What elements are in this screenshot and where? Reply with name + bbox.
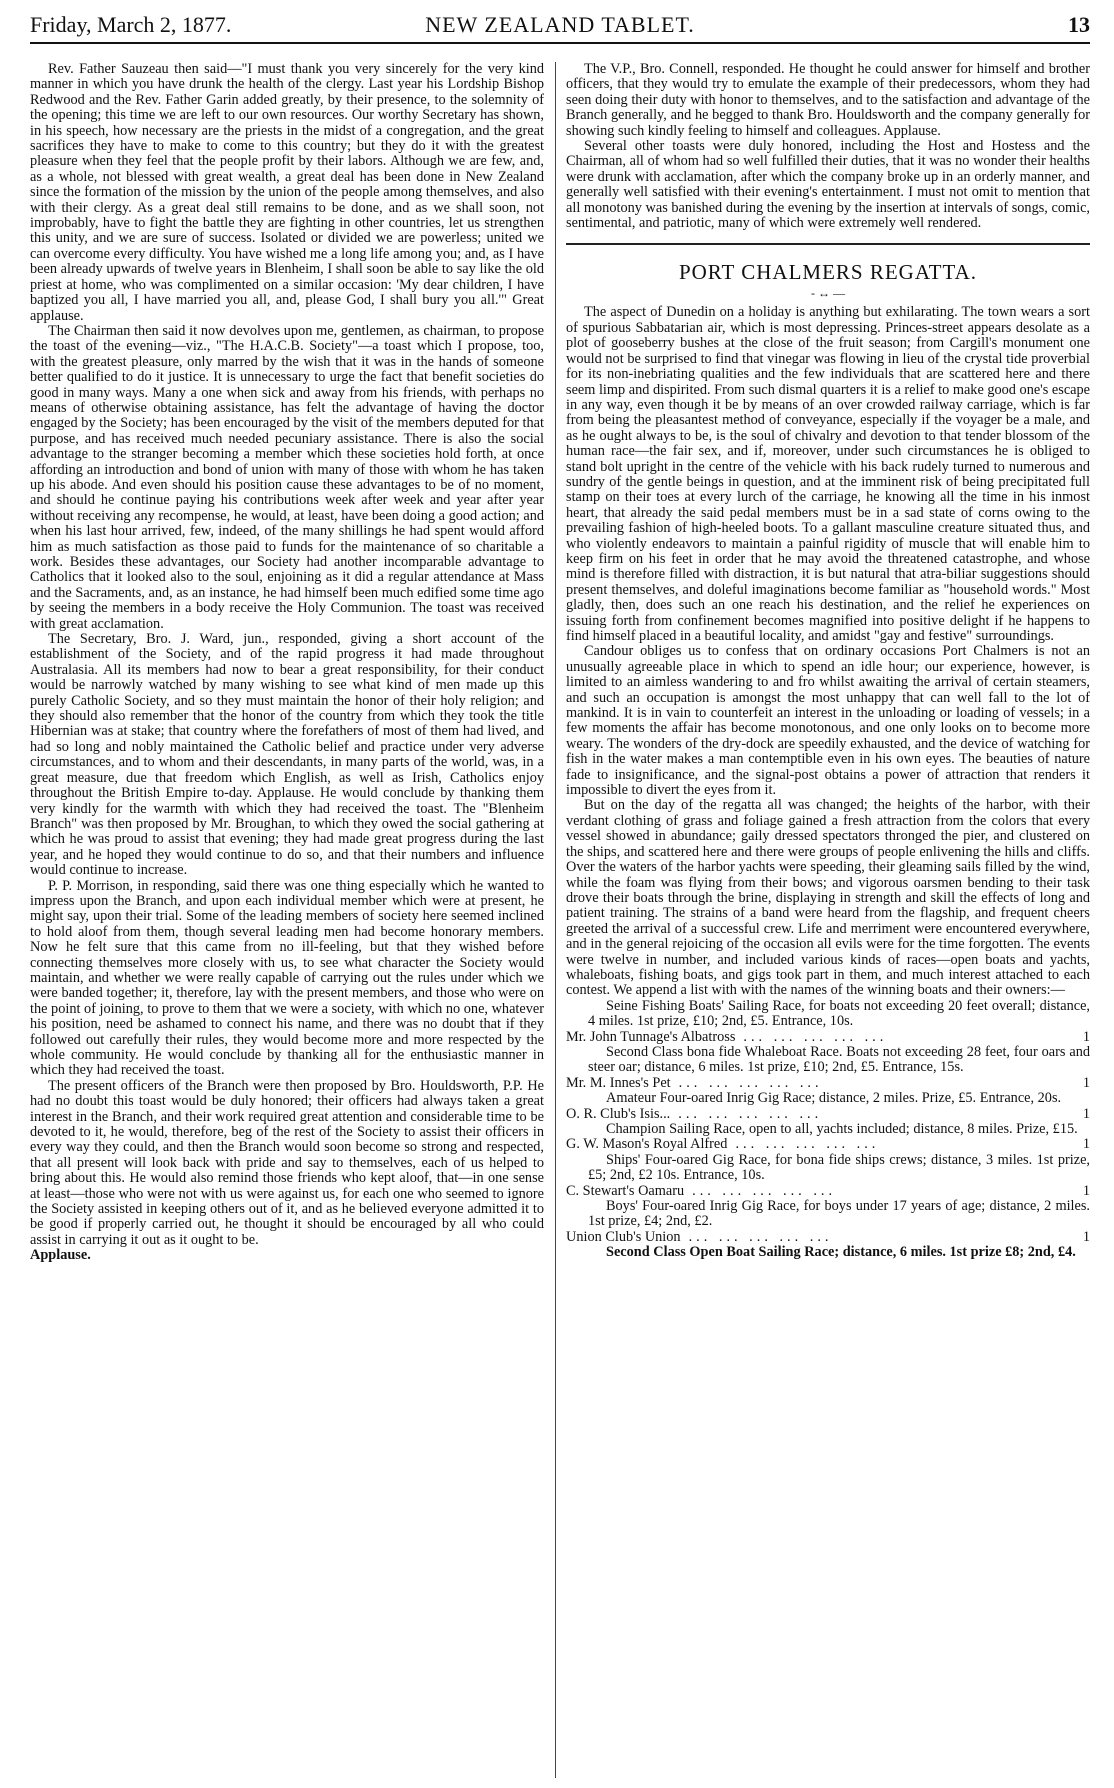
- publication-title: NEW ZEALAND TABLET.: [425, 12, 695, 37]
- article-end-rule: [566, 243, 1090, 245]
- article-paragraph: Rev. Father Sauzeau then said—"I must thank you very sincerely for the very kind manner in which you have drunk the health of the clergy. Last year his Lordship Bishop Redwood and the Rev. Father Garin added greatly, by their presence, to the solemnity of the opening; this time we are left to our own resources. Our worthy Secretary has shown, in his speech, how necessary are the priests in the midst of a congregation, and the great sacrifices they have to make to come to this country; but they do it with the greatest pleasure when they feel that the people profit by their labors. Although we are few, and, as a whole, not blessed with great wealth, a great deal has been done in New Zealand since the formation of the mission by the union of the people among themselves, and also with their clergy. As a great deal still remains to be done, and as we shall soon, not improbably, have to fight the battle they are fighting in other countries, let us strengthen this unity, and we are sure of success. Isolated or divided we are powerless; united we can overcome every difficulty. You have wished me a long life among you; and, as I have been already upwards of twelve years in Blenheim, I shall soon be able to say like the old priest at home, who was complimented on a similar occasion: 'My dear children, I have baptized you all, I have married you all, and, please God, I shall bury you all.'" Great applause.: [30, 62, 544, 324]
- winner-name: G. W. Mason's Royal Alfred: [566, 1136, 728, 1153]
- winner-place: 1: [1082, 1228, 1090, 1245]
- winner-place: 1: [1082, 1182, 1090, 1199]
- leader-dots: ... ... ... ... ...: [688, 1229, 833, 1245]
- article-paragraph: P. P. Morrison, in responding, said there was one thing especially which he wanted to impress upon the Branch, and upon each individual member which were at present, he might say, upon their trial. Some of the leading members of society here seemed inclined to hold aloof from them, though several leading men had become honorary members. Now he felt sure that this came from no ill-feeling, but that they wished before connecting themselves more closely with us, to see what character the Society would maintain, and whether we were really capable of carrying out the rules under which we were banded together; it, therefore, lay with the present members, and those who were on the point of joining, to prove to them that we were a society, with which no one, whatever his position, need be ashamed to connect his name, and there was no doubt that if they followed out carefully their rules, they would become more and more respected by the whole community. He would conclude by thanking all for the enthusiastic manner in which they had received the toast.: [30, 877, 544, 1079]
- final-race-description: Second Class Open Boat Sailing Race; distance, 6 miles. 1st prize £8; 2nd, £4.: [606, 1244, 1076, 1261]
- leader-dots: ... ... ... ... ...: [743, 1029, 888, 1045]
- left-column: [30, 62, 544, 1778]
- winner-place: 1: [1082, 1074, 1090, 1091]
- leader-dots: ... ... ... ... ...: [678, 1106, 823, 1122]
- regatta-paragraph: The aspect of Dunedin on a holiday is anything but exhilarating. The town wears a sort of spurious Sabbatarian air, which is most depressing. Princes-street appears desolate as a plot of gooseberry bushes at the close of the fruit season; from Cargill's monument one would not be surprised to find that vinegar was flowing in lieu of the crystal tide proverbial for its non-inebriating qualities and the few individuals that are scattered here and there seem limp and dispirited. From such dismal quarters it is a relief to make good one's escape in any way, even though it be by means of an over crowded railway carriage, which is far from being the pleasantest method of conveyance, especially if the voyager be a male, and as he ought always to be, is the soul of chivalry and devotion to that tender blossom of the human race—the fair sex, and if, moreover, under such circumstances he is obliged to stand bolt upright in the centre of the vehicle with his back rudely turned to numerous and sundry of the gentle beings in question, and at the imminent risk of being precipitated full stamp on their toes at every lurch of the carriage, he knowing all the time in his inmost heart, that already the said pedal members must be in a sad state of corns owing to the prevailing fashion of high-heeled boots. To a gallant masculine creature situated thus, and who violently endeavors to maintain a painful rigidity of muscle that will enable him to keep firm on his feet in order that he may avoid the threatened catastrophe, and whose mind is therefore filled with distraction, it is but natural that atra-biliar suggestions should present themselves, and doleful imaginations become familiar as "household words." Most gladly, then, does such an one reach his destination, and the relief he experiences on issuing forth from confinement becomes magnified into positive delight if he happens to find himself placed in a beautiful locality, and amidst "gay and festive" surroundings.: [566, 304, 1090, 644]
- race-winner: [566, 1230, 1090, 1245]
- race-winner: [566, 1184, 1090, 1199]
- winner-name: C. Stewart's Oamaru: [566, 1182, 685, 1199]
- column-divider: [555, 62, 556, 1778]
- winner-name: O. R. Club's Isis...: [566, 1105, 671, 1122]
- article-paragraph: The Chairman then said it now devolves upon me, gentlemen, as chairman, to propose the toast of the evening—viz., "The H.A.C.B. Society"—a toast which I propose, too, with the greatest pleasure, only marred by the wish that it was in the hands of someone better qualified to do it justice. It is unnecessary to urge the fact that benefit societies do good in many ways. Many a one when sick and away from his friends, with perhaps no means of otherwise obtaining assistance, has felt the advantage of having the doctor engaged by the Society; has been encouraged by the visit of the members deputed for that purpose, and has received much needed pecuniary assistance. There is also the social advantage to the stranger becoming a member which these societies hold forth, at once affording an introduction and bond of union with many of those with whom he has taken up his abode. And even should his position cause these advantages to be of no moment, and should he continue paying his contributions week after week and year after year without receiving any recompense, he would, at least, have been doing a good action; and when his last hour arrived, few, indeed, of the many shillings he had spent would afford him as much satisfaction as those paid to funds for the maintenance of so charitable a work. Besides these advantages, our Society had another incomparable advantage to Catholics that it looked also to the soul, enjoining as it did a regular attendance at Mass and the Sacraments, and, as an instance, he had himself been much edified some time ago by seeing the members in a body receive the Holy Communion. The toast was received with great acclamation.: [30, 322, 544, 632]
- winner-name: Union Club's Union: [566, 1228, 681, 1245]
- race-winner: [566, 1076, 1090, 1091]
- regatta-heading: PORT CHALMERS REGATTA.: [678, 260, 978, 285]
- race-winner: [566, 1107, 1090, 1122]
- leader-dots: ... ... ... ... ...: [678, 1075, 823, 1091]
- heading-ornament: - ↔ —: [811, 286, 845, 301]
- race-description: Boys' Four-oared Inrig Gig Race, for boys under 17 years of age; distance, 2 miles. 1st prize, £4; 2nd, £2.: [588, 1198, 1090, 1230]
- regatta-paragraph: But on the day of the regatta all was changed; the heights of the harbor, with their verdant clothing of grass and foliage gained a fresh attraction from the colors that every vessel showed in abundance; gaily dressed spectators thronged the pier, and clustered on the ships, and scattered here and there were groups of people enlivening the hills and cliffs. Over the waters of the harbor yachts were speeding, their gleaming sails filled by the wind, while the foam was flying from their bows; and vigorous oarsmen bending to their task drove their boats through the brine, displaying in strength and skill the effects of long and patient training. The strains of a band were heard from the flagship, and frequent cheers greeted the arrival of a successful crew. Life and merriment were encountered everywhere, and in the general rejoicing of the occasion all evils were for the time forgotten. The events were twelve in number, and included various kinds of races—open boats and yachts, whaleboats, fishing boats, and gigs took part in them, and much interest attached to each contest. We append a list with with the names of the winning boats and their owners:—: [566, 797, 1090, 999]
- article-paragraph: The V.P., Bro. Connell, responded. He thought he could answer for himself and brother officers, that they would try to emulate the example of their predecessors, whom they had seen doing their duty with honor to themselves, and to the satisfaction and advantage of the Branch generally, and he begged to thank Bro. Houldsworth and the company generally for showing such kindly feeling to himself and colleagues. Applause.: [566, 62, 1090, 139]
- race-description: Seine Fishing Boats' Sailing Race, for boats not exceeding 20 feet overall; distance, 4 miles. 1st prize, £10; 2nd, £5. Entrance, 10s.: [588, 997, 1090, 1030]
- winner-place: 1: [1082, 1136, 1090, 1153]
- race-winner: [566, 1030, 1090, 1045]
- page-number: 13: [1068, 12, 1090, 37]
- race-description: Second Class bona fide Whaleboat Race. Boats not exceeding 28 feet, four oars and steer oar; distance, 6 miles. 1st prize, £10; 2nd, £5. Entrance, 15s.: [588, 1043, 1090, 1076]
- race-description: Ships' Four-oared Gig Race, for bona fide ships crews; distance, 3 miles. 1st prize, £5; 2nd, £2 10s. Entrance, 10s.: [588, 1151, 1090, 1184]
- article-paragraph: The Secretary, Bro. J. Ward, jun., responded, giving a short account of the establishment of the Society, and of the rapid progress it had made throughout Australasia. All its members had now to bear a great responsibility, for their conduct would be narrowly watched by many wishing to see what kind of men made up this purely Catholic Society, and so they must maintain the honor of their holy religion; and they should also remember that the honor of the country from which they took the title Hibernian was at stake; that country where the forefathers of most of them had lived, and had so long and nobly maintained the Catholic belief and practice under very adverse circumstances, and to whom and their descendants, in many parts of the world, was, in a great measure, due that freedom which English, as well as Irish, Catholics enjoy throughout the British Empire to-day. Applause. He would conclude by thanking them very kindly for the warmth with which they had received the toast. The "Blenheim Branch" was then proposed by Mr. Broughan, to which they owed the social gathering at which he was proud to assist that evening; they had made great progress during the last year, and he hoped they would continue to do so, and that their numbers and influence would continue to increase.: [30, 631, 544, 879]
- page-header: [30, 8, 1090, 44]
- leader-dots: ... ... ... ... ...: [692, 1183, 837, 1199]
- winner-place: 1: [1082, 1028, 1090, 1045]
- article-paragraph: Several other toasts were duly honored, including the Host and Hostess and the Chairman, all of whom had so well fulfilled their duties, that it was no wonder their healths were drunk with acclamation, after which the company broke up in an orderly manner, and generally well satisfied with their evening's entertainment. I must not omit to mention that all monotony was banished during the evening by the insertion at intervals of songs, comic, sentimental, and patriotic, many of which were extremely well rendered.: [566, 138, 1090, 232]
- race-description: Champion Sailing Race, open to all, yachts included; distance, 8 miles. Prize, £15.: [606, 1121, 1078, 1137]
- race-winner: [566, 1137, 1090, 1152]
- winner-place: 1: [1082, 1105, 1090, 1122]
- regatta-results: [566, 999, 1090, 1261]
- issue-date: Friday, March 2, 1877.: [30, 12, 232, 37]
- regatta-paragraph: Candour obliges us to confess that on ordinary occasions Port Chalmers is not an unusually agreeable place in which to spend an idle hour; our experience, however, is limited to an aimless wandering to and fro whilst awaiting the arrival of certain steamers, and such an occupation is amongst the most unhappy that can well fall to the lot of mankind. It is in vain to counterfeit an interest in the unloading or loading of vessels; in a few moments the affair has become monotonous, and one only looks on to become more weary. The wonders of the dry-dock are speedily exhausted, and the device of watching for fish in the water makes a man contemptible even in his own eyes. The beauties of nature fade to insignificance, and the signal-post obtains a power of attraction that renders it impossible to divert the eyes from it.: [566, 643, 1090, 799]
- winner-name: Mr. John Tunnage's Albatross: [566, 1028, 736, 1045]
- closing-applause: Applause.: [30, 1247, 91, 1264]
- article-paragraph: The present officers of the Branch were then proposed by Bro. Houldsworth, P.P. He had no doubt this toast would be duly honored; their officers had always taken a great interest in the Branch, and their work required great attention and considerable time to be devoted to it, he would, therefore, beg of the rest of the Society to assist their officers in every way they could, and then the Branch would soon become so strong and respected, that all present will look back with pride and say to themselves, each of us helped to bring about this. He would also remind those friends who kept aloof, that—in one sense at least—those who were not with us were against us, for each one who seemed to ignore the Society assisted in keeping others out of it, and as he believed everyone admitted it to be good if properly carried out, he thought it should be encouraged by all who could assist in carrying it out as it ought to be.: [30, 1077, 544, 1248]
- winner-name: Mr. M. Innes's Pet: [566, 1074, 671, 1091]
- right-column: [566, 62, 1090, 1778]
- leader-dots: ... ... ... ... ...: [735, 1137, 880, 1153]
- race-description: Amateur Four-oared Inrig Gig Race; distance, 2 miles. Prize, £5. Entrance, 20s.: [606, 1090, 1062, 1107]
